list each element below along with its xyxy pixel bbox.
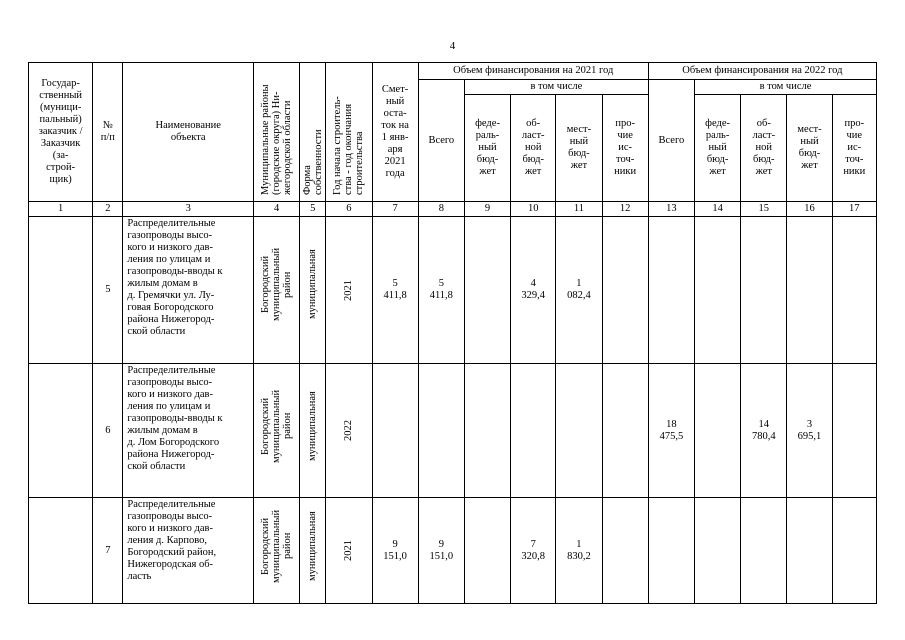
header-ownership: Форма собственности [301, 128, 324, 195]
column-number: 13 [648, 202, 694, 217]
row-years-cell [326, 498, 372, 604]
header-estimate: Смет- ный оста- ток на 1 янв- аря 2021 года [372, 63, 418, 202]
header-years: Год начала строитель- ства - год окончания строительства [332, 95, 366, 195]
row-regional-2022 [741, 498, 787, 604]
row-federal-2022 [694, 364, 740, 498]
row-estimate: 9 151,0 [372, 498, 418, 604]
header-customer: Государ- ственный (муници- пальный) заказчик / Заказчик (за- строй- щик) [29, 63, 93, 202]
column-number: 17 [832, 202, 876, 217]
row-other-2021 [602, 217, 648, 364]
column-number: 6 [326, 202, 372, 217]
column-number: 4 [254, 202, 300, 217]
header-other-2022: про- чие ис- точ- ники [832, 95, 876, 202]
row-district: Богородский муниципальный район [260, 389, 294, 463]
row-total-2022: 18 475,5 [648, 364, 694, 498]
column-number: 1 [29, 202, 93, 217]
table-row [29, 498, 877, 604]
row-index: 6 [93, 364, 123, 498]
row-object-name: Распределительные газопроводы высо- кого и низкого дав- ления по улицам и газопроводы-вводы к жилым домам в д. Гремячки ул. Лу- говая Богородского района Нижегород- ской области [123, 217, 254, 364]
row-federal-2022 [694, 217, 740, 364]
row-estimate [372, 364, 418, 498]
row-local-2021: 1 830,2 [556, 498, 602, 604]
row-local-2022 [787, 498, 832, 604]
row-total-2022 [648, 217, 694, 364]
column-number: 5 [300, 202, 326, 217]
row-other-2022 [832, 217, 876, 364]
row-ownership-cell [300, 498, 326, 604]
column-number: 3 [123, 202, 254, 217]
header-regional-2021: об- ласт- ной бюд- жет [511, 95, 556, 202]
header-federal-2022: феде- раль- ный бюд- жет [694, 95, 740, 202]
header-funding-2021: Объем финансирования на 2021 год [418, 63, 648, 80]
row-district-cell [254, 498, 300, 604]
column-number: 15 [741, 202, 787, 217]
row-federal-2021 [464, 217, 510, 364]
column-number: 2 [93, 202, 123, 217]
header-total-2022: Всего [648, 80, 694, 202]
header-total-2021: Всего [418, 80, 464, 202]
row-federal-2021 [464, 498, 510, 604]
header-federal-2021: феде- раль- ный бюд- жет [464, 95, 510, 202]
row-index: 7 [93, 498, 123, 604]
header-index: № п/п [93, 63, 123, 202]
header-district: Муниципальные районы (городские округа) Ни- жегородской области [260, 83, 294, 195]
row-customer [29, 498, 93, 604]
row-ownership: муниципальная [307, 391, 319, 461]
row-district: Богородский муниципальный район [260, 509, 294, 583]
header-object-name: Наименование объекта [123, 63, 254, 202]
row-other-2021 [602, 364, 648, 498]
header-local-2021: мест- ный бюд- жет [556, 95, 602, 202]
row-years-cell [326, 364, 372, 498]
row-regional-2021 [511, 364, 556, 498]
row-local-2021 [556, 364, 602, 498]
row-ownership: муниципальная [307, 249, 319, 320]
row-regional-2021: 4 329,4 [511, 217, 556, 364]
column-number: 9 [464, 202, 510, 217]
row-other-2022 [832, 498, 876, 604]
column-number: 16 [787, 202, 832, 217]
row-total-2021: 5 411,8 [418, 217, 464, 364]
row-district-cell [254, 217, 300, 364]
column-number: 7 [372, 202, 418, 217]
header-regional-2022: об- ласт- ной бюд- жет [741, 95, 787, 202]
row-federal-2021 [464, 364, 510, 498]
header-local-2022: мест- ный бюд- жет [787, 95, 832, 202]
row-customer [29, 217, 93, 364]
row-ownership: муниципальная [307, 511, 319, 581]
row-years: 2022 [343, 420, 355, 441]
row-customer [29, 364, 93, 498]
header-other-2021: про- чие ис- точ- ники [602, 95, 648, 202]
row-regional-2021: 7 320,8 [511, 498, 556, 604]
table-row [29, 364, 877, 498]
row-district-cell [254, 364, 300, 498]
row-local-2022: 3 695,1 [787, 364, 832, 498]
header-district-cell [254, 63, 300, 202]
row-regional-2022 [741, 217, 787, 364]
row-years: 2021 [343, 279, 355, 301]
row-years: 2021 [343, 540, 355, 561]
column-number: 10 [511, 202, 556, 217]
row-ownership-cell [300, 217, 326, 364]
table-row [29, 217, 877, 364]
row-regional-2022: 14 780,4 [741, 364, 787, 498]
row-total-2021 [418, 364, 464, 498]
column-number: 11 [556, 202, 602, 217]
column-number: 8 [418, 202, 464, 217]
row-district: Богородский муниципальный район [260, 247, 294, 322]
row-object-name: Распределительные газопроводы высо- кого и низкого дав- ления по улицам и газопроводы-вводы к жилым домам в д. Лом Богородского района Нижегород- ской области [123, 364, 254, 498]
row-federal-2022 [694, 498, 740, 604]
column-number: 14 [694, 202, 740, 217]
row-index: 5 [93, 217, 123, 364]
page-number: 4 [449, 40, 456, 52]
row-total-2022 [648, 498, 694, 604]
row-other-2022 [832, 364, 876, 498]
row-local-2022 [787, 217, 832, 364]
row-object-name: Распределительные газопроводы высо- кого и низкого дав- ления д. Карпово, Богородский район, Нижегородская об- ласть [123, 498, 254, 604]
header-funding-2022: Объем финансирования на 2022 год [648, 63, 876, 80]
column-numbers-row [29, 202, 877, 217]
header-including-2022: в том числе [694, 80, 876, 95]
row-local-2021: 1 082,4 [556, 217, 602, 364]
header-including-2021: в том числе [464, 80, 648, 95]
row-years-cell [326, 217, 372, 364]
row-other-2021 [602, 498, 648, 604]
header-ownership-cell [300, 63, 326, 202]
financing-table [28, 62, 877, 604]
row-estimate: 5 411,8 [372, 217, 418, 364]
row-ownership-cell [300, 364, 326, 498]
column-number: 12 [602, 202, 648, 217]
row-total-2021: 9 151,0 [418, 498, 464, 604]
header-years-cell [326, 63, 372, 202]
